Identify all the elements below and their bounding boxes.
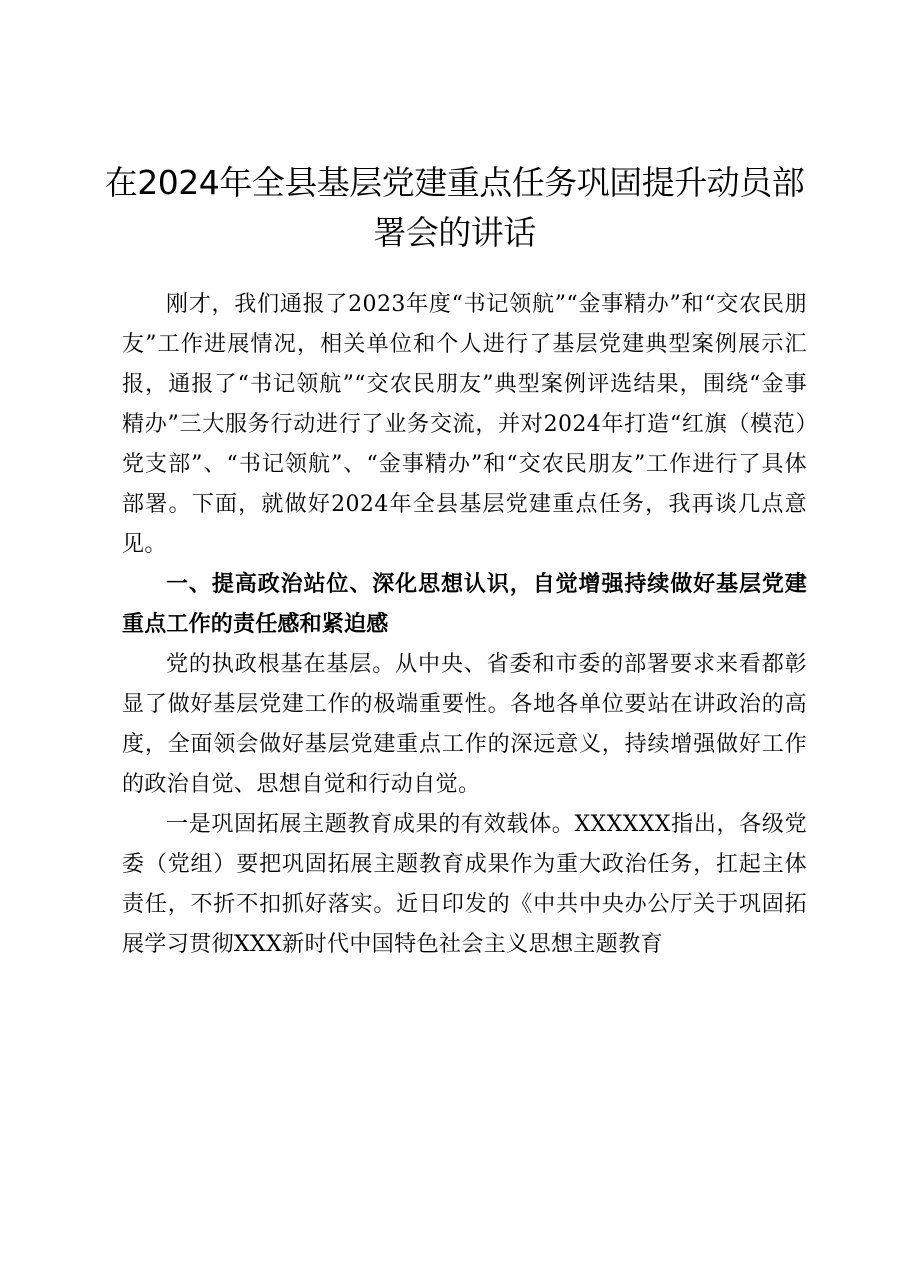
intro-paragraph: 刚才，我们通报了2023年度“书记领航”“金事精办”和“交农民朋友”工作进展情况，相关单位和个人进行了基层党建典型案例展示汇报，通报了“书记领航”“交农民朋友”典型案例评选结果，围绕“金事精办”三大服务行动进行了业务交流，并对2024年打造“红旗（模范）党支部”、“书记领航”、“金事精办”和“交农民朋友”工作进行了具体部署。下面，就做好2024年全县基层党建重点任务，我再谈几点意见。 [122, 292, 807, 557]
point-1-paragraph: 一是巩固拓展主题教育成果的有效载体。XXXXXX指出，各级党委（党组）要把巩固拓展主题教育成果作为重大政治任务，扛起主体责任，不折不扣抓好落实。近日印发的《中共中央办公厅关于巩固拓展学习贯彻XXX新时代中国特色社会主义思想主题教育 [122, 812, 807, 957]
document-body [122, 285, 807, 965]
section-heading-1: 一、提高政治站位、深化思想认识，自觉增强持续做好基层党建重点工作的责任感和紧迫感 [122, 572, 807, 637]
document-title: 在2024年全县基层党建重点任务巩固提升动员部署会的讲话 [104, 163, 805, 252]
section-1-paragraph: 党的执政根基在基层。从中央、省委和市委的部署要求来看都彰显了做好基层党建工作的极端重要性。各地各单位要站在讲政治的高度，全面领会做好基层党建重点工作的深远意义，持续增强做好工作的政治自觉、思想自觉和行动自觉。 [122, 652, 807, 797]
